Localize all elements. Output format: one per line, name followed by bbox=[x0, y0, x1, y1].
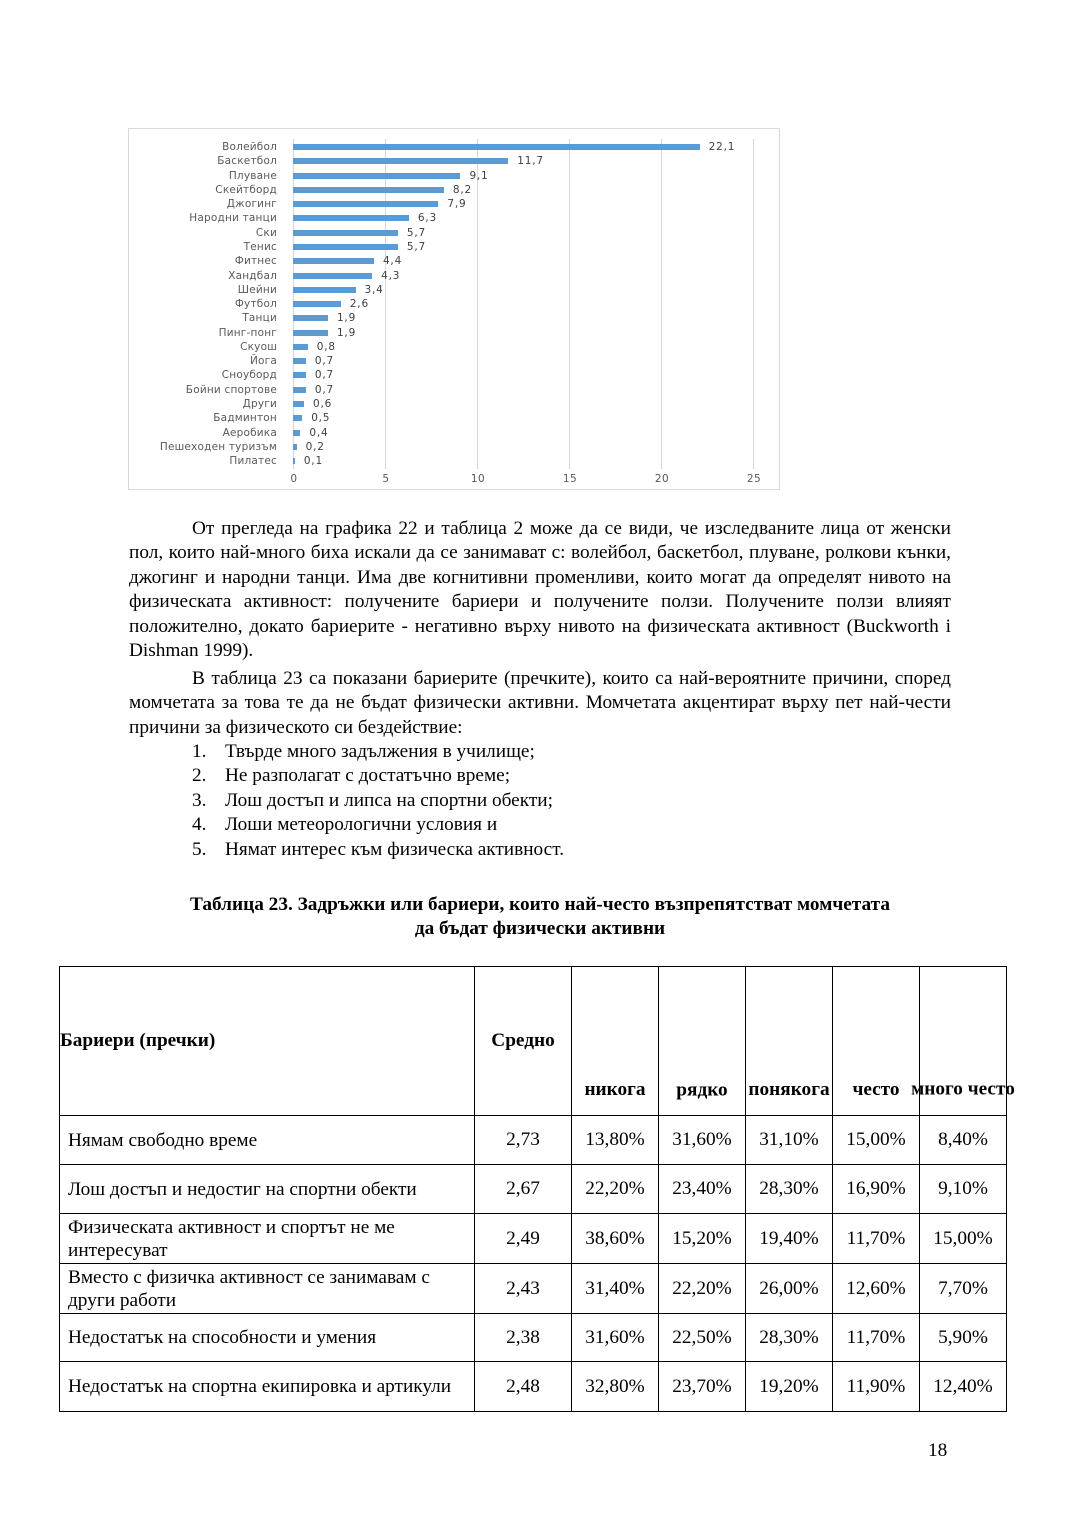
x-tick-label: 15 bbox=[562, 473, 578, 485]
very-often-value: 8,40% bbox=[920, 1116, 1007, 1165]
table-header-row bbox=[60, 967, 1007, 1116]
header-never-label: никога bbox=[584, 1079, 646, 1100]
chart-bar-row bbox=[129, 269, 779, 283]
table-caption-line2: да бъдат физически активни bbox=[414, 918, 666, 940]
rarely-value: 23,70% bbox=[659, 1362, 746, 1412]
very-often-value: 9,10% bbox=[920, 1165, 1007, 1214]
bar bbox=[293, 144, 700, 150]
category-label: Фитнес bbox=[234, 255, 277, 268]
bar bbox=[293, 201, 438, 207]
average-value: 2,48 bbox=[475, 1362, 572, 1412]
category-label: Йога bbox=[249, 355, 277, 368]
bar bbox=[293, 372, 306, 378]
bar-value-label: 4,3 bbox=[381, 269, 401, 282]
category-label: Шейни bbox=[237, 283, 277, 296]
bar-value-label: 1,9 bbox=[336, 326, 357, 339]
list-item bbox=[192, 740, 564, 764]
bar-value-label: 9,1 bbox=[469, 169, 489, 182]
x-tick-label: 0 bbox=[290, 473, 298, 485]
header-average: Средно bbox=[475, 967, 572, 1116]
chart-bar-row bbox=[129, 197, 779, 211]
bar-value-label: 5,7 bbox=[406, 240, 426, 253]
list-item bbox=[192, 813, 564, 837]
category-label: Футбол bbox=[234, 298, 277, 311]
header-very-often bbox=[911, 967, 1015, 1116]
table-row bbox=[60, 1314, 1007, 1362]
sometimes-value: 19,20% bbox=[746, 1362, 833, 1412]
barrier-label: Вместо с физичка активност се занимавам с други работи bbox=[60, 1264, 475, 1314]
category-label: Сноуборд bbox=[221, 369, 277, 382]
list-text: Нямат интерес към физическа активност. bbox=[225, 838, 565, 860]
chart-bar-row bbox=[129, 297, 779, 311]
bar-value-label: 11,7 bbox=[517, 155, 544, 168]
very-often-value: 12,40% bbox=[920, 1362, 1007, 1412]
very-often-value: 7,70% bbox=[920, 1264, 1007, 1314]
list-number: 5. bbox=[192, 838, 207, 860]
often-value: 16,90% bbox=[833, 1165, 920, 1214]
category-label: Пешеходен туризъм bbox=[159, 440, 277, 453]
bar-value-label: 0,2 bbox=[305, 440, 325, 453]
header-sometimes bbox=[746, 967, 833, 1116]
list-number: 1. bbox=[192, 741, 207, 762]
chart-bar-row bbox=[129, 240, 779, 254]
category-label: Аеробика bbox=[222, 426, 277, 439]
never-value: 31,40% bbox=[572, 1264, 659, 1314]
category-label: Тенис bbox=[243, 240, 277, 253]
never-value: 31,60% bbox=[572, 1314, 659, 1362]
bar bbox=[293, 273, 372, 279]
category-label: Бадминтон bbox=[213, 412, 277, 425]
bar-value-label: 0,7 bbox=[314, 383, 334, 396]
often-value: 12,60% bbox=[833, 1264, 920, 1314]
never-value: 38,60% bbox=[572, 1214, 659, 1264]
table-row bbox=[60, 1214, 1007, 1264]
bar bbox=[293, 244, 398, 250]
often-value: 11,70% bbox=[833, 1214, 920, 1264]
bar-value-label: 2,6 bbox=[349, 298, 369, 311]
table-caption bbox=[100, 893, 980, 942]
category-label: Бойни спортове bbox=[185, 383, 277, 396]
table-row bbox=[60, 1165, 1007, 1214]
often-value: 11,90% bbox=[833, 1362, 920, 1412]
chart-bar-row bbox=[129, 211, 779, 225]
bar-value-label: 0,7 bbox=[314, 369, 334, 382]
paragraph-chart-summary: От прегледа на графика 22 и таблица 2 може да се види, че изследваните лица от женски пол, които най-много биха искали да се занимават с: волейбол, баскетбол, плуване, ролкови кънки, джогинг и народни танци. Има две когнитивни променливи, които могат да определят нивото на физическата активност: получените бариери и получените ползи. Получените ползи влияят положително, докато бариерите - негативно върху нивото на физическата активност (Buckworth i Dishman 1999). bbox=[129, 518, 951, 662]
chart-bar-row bbox=[129, 383, 779, 397]
barrier-reasons-list bbox=[192, 740, 564, 862]
barrier-label: Физическата активност и спортът не ме интересуват bbox=[60, 1214, 475, 1264]
x-tick-label: 20 bbox=[654, 473, 670, 485]
very-often-value: 5,90% bbox=[920, 1314, 1007, 1362]
chart-bar-row bbox=[129, 154, 779, 168]
list-number: 3. bbox=[192, 789, 207, 811]
average-value: 2,49 bbox=[475, 1214, 572, 1264]
category-label: Други bbox=[242, 398, 277, 411]
barriers-table bbox=[59, 966, 1015, 1412]
category-label: Хандбал bbox=[228, 269, 277, 282]
bar-value-label: 5,7 bbox=[406, 226, 426, 239]
chart-bar-row bbox=[129, 254, 779, 268]
x-tick-label: 5 bbox=[382, 473, 390, 485]
bar bbox=[293, 430, 300, 436]
bar-value-label: 4,4 bbox=[382, 255, 403, 268]
page-number: 18 bbox=[928, 1440, 948, 1461]
barrier-label: Недостатък на способности и умения bbox=[60, 1314, 475, 1362]
category-label: Джогинг bbox=[226, 198, 277, 211]
chart-bar-row bbox=[129, 311, 779, 325]
header-rarely-label: рядко bbox=[676, 1079, 728, 1100]
table-row bbox=[60, 1264, 1007, 1314]
sometimes-value: 19,40% bbox=[746, 1214, 833, 1264]
header-never bbox=[572, 967, 659, 1116]
bar bbox=[293, 173, 460, 179]
list-text: Не разполагат с достатъчно време; bbox=[225, 765, 511, 787]
list-item bbox=[192, 838, 564, 862]
list-text: Лош достъп и липса на спортни обекти; bbox=[225, 789, 553, 811]
sometimes-value: 26,00% bbox=[746, 1264, 833, 1314]
average-value: 2,67 bbox=[475, 1165, 572, 1214]
chart-bar-row bbox=[129, 440, 779, 454]
barrier-label: Лош достъп и недостиг на спортни обекти bbox=[60, 1165, 475, 1214]
list-text: Твърде много задължения в училище; bbox=[225, 741, 535, 762]
sports-preference-bar-chart bbox=[128, 128, 780, 490]
bar bbox=[293, 215, 409, 221]
bar-value-label: 0,6 bbox=[313, 398, 333, 411]
bar-value-label: 7,9 bbox=[447, 198, 467, 211]
category-label: Пинг-понг bbox=[218, 326, 277, 339]
bar bbox=[293, 158, 508, 164]
never-value: 13,80% bbox=[572, 1116, 659, 1165]
bar-value-label: 0,7 bbox=[314, 355, 334, 368]
chart-bar-row bbox=[129, 454, 779, 468]
header-often bbox=[833, 967, 920, 1116]
list-item bbox=[192, 789, 564, 813]
average-value: 2,38 bbox=[475, 1314, 572, 1362]
bar bbox=[293, 458, 295, 464]
chart-bar-row bbox=[129, 368, 779, 382]
x-tick-label: 25 bbox=[746, 473, 762, 485]
chart-bar-row bbox=[129, 169, 779, 183]
bar-value-label: 1,9 bbox=[336, 312, 357, 325]
sometimes-value: 28,30% bbox=[746, 1165, 833, 1214]
never-value: 32,80% bbox=[572, 1362, 659, 1412]
paragraph-barriers-intro: В таблица 23 са показани бариерите (пречките), които са най-вероятните причини, според момчетата за това те да не бъдат физически активни. Момчетата акцентират върху пет най-чести причини за физическото си бездействие: bbox=[129, 668, 951, 738]
average-value: 2,73 bbox=[475, 1116, 572, 1165]
category-label: Баскетбол bbox=[217, 155, 277, 168]
rarely-value: 15,20% bbox=[659, 1214, 746, 1264]
bar-value-label: 0,1 bbox=[303, 455, 323, 468]
bar-value-label: 6,3 bbox=[417, 212, 438, 225]
bar bbox=[293, 358, 306, 364]
table-row bbox=[60, 1362, 1007, 1412]
bar-value-label: 22,1 bbox=[708, 141, 736, 153]
often-value: 11,70% bbox=[833, 1314, 920, 1362]
rarely-value: 22,50% bbox=[659, 1314, 746, 1362]
barrier-label: Недостатък на спортна екипировка и артикули bbox=[60, 1362, 475, 1412]
bar-value-label: 0,4 bbox=[309, 426, 329, 439]
table-caption-line1: Таблица 23. Задръжки или бариери, които най-често възпрепятстват момчетата bbox=[190, 894, 890, 915]
chart-bar-row bbox=[129, 340, 779, 354]
very-often-value: 15,00% bbox=[920, 1214, 1007, 1264]
never-value: 22,20% bbox=[572, 1165, 659, 1214]
header-very-often-label: много често bbox=[911, 1079, 1015, 1100]
bar bbox=[293, 401, 304, 407]
category-label: Скейтборд bbox=[215, 183, 277, 196]
bar bbox=[293, 444, 297, 450]
chart-bar-row bbox=[129, 226, 779, 240]
bar-value-label: 8,2 bbox=[452, 183, 472, 196]
list-item bbox=[192, 764, 564, 788]
bar bbox=[293, 344, 308, 350]
chart-bar-row bbox=[129, 283, 779, 297]
category-label: Ски bbox=[255, 226, 277, 239]
bar bbox=[293, 330, 328, 336]
bar-value-label: 0,8 bbox=[316, 340, 336, 353]
category-label: Волейбол bbox=[222, 141, 277, 153]
category-label: Танци bbox=[242, 312, 277, 325]
category-label: Народни танци bbox=[189, 212, 277, 225]
list-number: 2. bbox=[192, 765, 207, 787]
header-barrier: Бариери (пречки) bbox=[60, 967, 475, 1116]
x-tick-label: 10 bbox=[470, 473, 486, 485]
bar bbox=[293, 187, 444, 193]
sometimes-value: 28,30% bbox=[746, 1314, 833, 1362]
sometimes-value: 31,10% bbox=[746, 1116, 833, 1165]
bar bbox=[293, 315, 328, 321]
bar bbox=[293, 415, 302, 421]
bar-value-label: 3,4 bbox=[364, 283, 384, 296]
rarely-value: 22,20% bbox=[659, 1264, 746, 1314]
rarely-value: 31,60% bbox=[659, 1116, 746, 1165]
barrier-label: Нямам свободно време bbox=[60, 1116, 475, 1165]
chart-bar-row bbox=[129, 397, 779, 411]
category-label: Пилатес bbox=[229, 455, 277, 468]
header-rarely bbox=[659, 967, 746, 1116]
category-label: Скуош bbox=[240, 340, 277, 353]
list-number: 4. bbox=[192, 814, 207, 836]
bar bbox=[293, 258, 374, 264]
bar bbox=[293, 230, 398, 236]
chart-bar-row bbox=[129, 426, 779, 440]
bar bbox=[293, 287, 356, 293]
table-row bbox=[60, 1116, 1007, 1165]
list-text: Лоши метеорологични условия и bbox=[225, 814, 498, 836]
category-label: Плуване bbox=[228, 169, 277, 182]
rarely-value: 23,40% bbox=[659, 1165, 746, 1214]
bar bbox=[293, 387, 306, 393]
chart-bar-row bbox=[129, 140, 779, 154]
header-sometimes-label: понякога bbox=[748, 1079, 830, 1100]
chart-bar-row bbox=[129, 326, 779, 340]
chart-bar-row bbox=[129, 411, 779, 425]
often-value: 15,00% bbox=[833, 1116, 920, 1165]
bar-value-label: 0,5 bbox=[311, 412, 331, 425]
chart-bar-row bbox=[129, 354, 779, 368]
bar bbox=[293, 301, 341, 307]
average-value: 2,43 bbox=[475, 1264, 572, 1314]
header-often-label: често bbox=[852, 1079, 900, 1100]
chart-bar-row bbox=[129, 183, 779, 197]
